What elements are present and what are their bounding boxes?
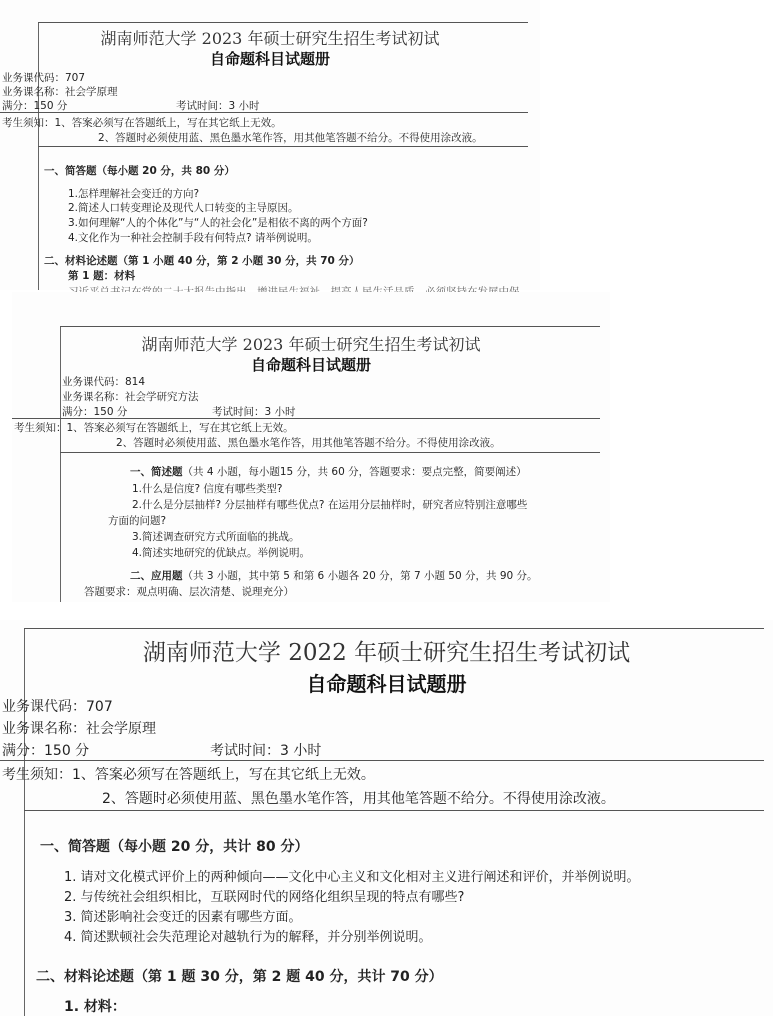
course-code: 业务课代码：707 bbox=[2, 72, 86, 84]
exam-time: 考试时间：3 小时 bbox=[210, 743, 322, 759]
section-title: 一、简述题 bbox=[130, 466, 183, 478]
notice-line-1: 考生须知：1、答案必须写在答题纸上，写在其它纸上无效。 bbox=[2, 117, 282, 129]
question: 3. 简述影响社会变迁的因素有哪些方面。 bbox=[64, 910, 302, 925]
section-note: （共 3 小题，其中第 5 和第 6 小题各 20 分，第 7 小题 50 分，共 90 分。 bbox=[182, 570, 538, 582]
subquestion: 1. 材料： bbox=[64, 999, 126, 1015]
section-heading: 二、材料论述题（第 1 小题 40 分，第 2 小题 30 分，共 70 分） bbox=[44, 255, 360, 267]
section-title: 二、应用题 bbox=[130, 570, 183, 582]
rule bbox=[60, 452, 600, 453]
exam-title: 湖南师范大学 2023 年硕士研究生招生考试初试 bbox=[141, 335, 481, 354]
rule bbox=[24, 810, 764, 811]
question: 4.文化作为一种社会控制手段有何特点? 请举例说明。 bbox=[68, 232, 318, 244]
exam-subtitle: 自命题科目试题册 bbox=[250, 356, 371, 374]
course-name: 业务课名称：社会学研究方法 bbox=[62, 391, 199, 403]
section-heading bbox=[130, 464, 527, 479]
rule bbox=[12, 418, 600, 419]
exam-subtitle: 自命题科目试题册 bbox=[306, 672, 467, 696]
question: 1.怎样理解社会变迁的方向? bbox=[68, 188, 200, 200]
subquestion: 第 1 题：材料 bbox=[68, 270, 136, 282]
notice-line-1: 考生须知：1、答案必须写在答题纸上，写在其它纸上无效。 bbox=[14, 422, 294, 434]
question: 2. 与传统社会组织相比，互联网时代的网络化组织呈现的特点有哪些? bbox=[64, 890, 465, 905]
question: 2.什么是分层抽样? 分层抽样有哪些优点? 在运用分层抽样时，研究者应特别注意哪些 bbox=[132, 499, 528, 511]
notice-line-2: 2、答题时必须使用蓝、黑色墨水笔作答，用其他笔答题不给分。不得使用涂改液。 bbox=[102, 791, 615, 807]
course-name: 业务课名称：社会学原理 bbox=[2, 86, 118, 98]
section-heading: 一、简答题（每小题 20 分，共 80 分） bbox=[44, 165, 235, 177]
question: 3.简述调查研究方式所面临的挑战。 bbox=[132, 531, 300, 543]
exam-subtitle: 自命题科目试题册 bbox=[209, 50, 330, 68]
exam-title: 湖南师范大学 2022 年硕士研究生招生考试初试 bbox=[142, 640, 631, 666]
exam-time: 考试时间：3 小时 bbox=[176, 100, 260, 112]
section-heading: 二、材料论述题（第 1 题 30 分，第 2 题 40 分，共计 70 分） bbox=[36, 969, 443, 985]
course-name: 业务课名称：社会学原理 bbox=[2, 721, 156, 737]
exam-scan-2023-814 bbox=[12, 292, 610, 602]
question: 1. 请对文化模式评价上的两种倾向——文化中心主义和文化相对主义进行阐述和评价，并举例说明。 bbox=[64, 870, 640, 885]
top-rule bbox=[38, 22, 528, 23]
full-score: 满分：150 分 bbox=[62, 406, 128, 418]
question: 3.如何理解“人的个体化”与“人的社会化”是相依不离的两个方面? bbox=[68, 217, 368, 229]
question: 4.简述实地研究的优缺点。举例说明。 bbox=[132, 547, 311, 559]
top-rule bbox=[60, 326, 600, 327]
notice-line-2: 2、答题时必须使用蓝、黑色墨水笔作答，用其他笔答题不给分。不得使用涂改液。 bbox=[98, 132, 483, 144]
question-continued: 方面的问题? bbox=[108, 515, 167, 527]
question: 1.什么是信度? 信度有哪些类型? bbox=[132, 483, 283, 495]
section-heading: 一、简答题（每小题 20 分，共计 80 分） bbox=[40, 839, 309, 855]
rule bbox=[38, 146, 528, 147]
full-score: 满分：150 分 bbox=[2, 100, 68, 112]
question: 2.简述人口转变理论及现代人口转变的主导原因。 bbox=[68, 202, 299, 214]
notice-line-2: 2、答题时必须使用蓝、黑色墨水笔作答，用其他笔答题不给分。不得使用涂改液。 bbox=[116, 437, 501, 449]
question: 4. 简述默顿社会失范理论对越轨行为的解释，并分别举例说明。 bbox=[64, 930, 432, 945]
section-heading bbox=[130, 568, 538, 583]
section-note: （共 4 小题，每小题15 分，共 60 分，答题要求：要点完整，简要阐述） bbox=[182, 466, 527, 478]
exam-title: 湖南师范大学 2023 年硕士研究生招生考试初试 bbox=[100, 29, 440, 48]
top-rule bbox=[24, 628, 764, 629]
rule bbox=[0, 112, 528, 113]
course-code: 业务课代码：707 bbox=[2, 699, 113, 715]
rule bbox=[0, 760, 764, 761]
full-score: 满分：150 分 bbox=[2, 743, 90, 759]
answer-requirement: 答题要求：观点明确、层次清楚、说理充分） bbox=[84, 586, 294, 598]
notice-line-1: 考生须知：1、答案必须写在答题纸上，写在其它纸上无效。 bbox=[2, 767, 375, 783]
exam-scan-2022-707 bbox=[0, 620, 773, 1016]
exam-time: 考试时间：3 小时 bbox=[212, 406, 296, 418]
exam-scan-2023-707 bbox=[0, 0, 540, 290]
course-code: 业务课代码：814 bbox=[62, 376, 146, 388]
